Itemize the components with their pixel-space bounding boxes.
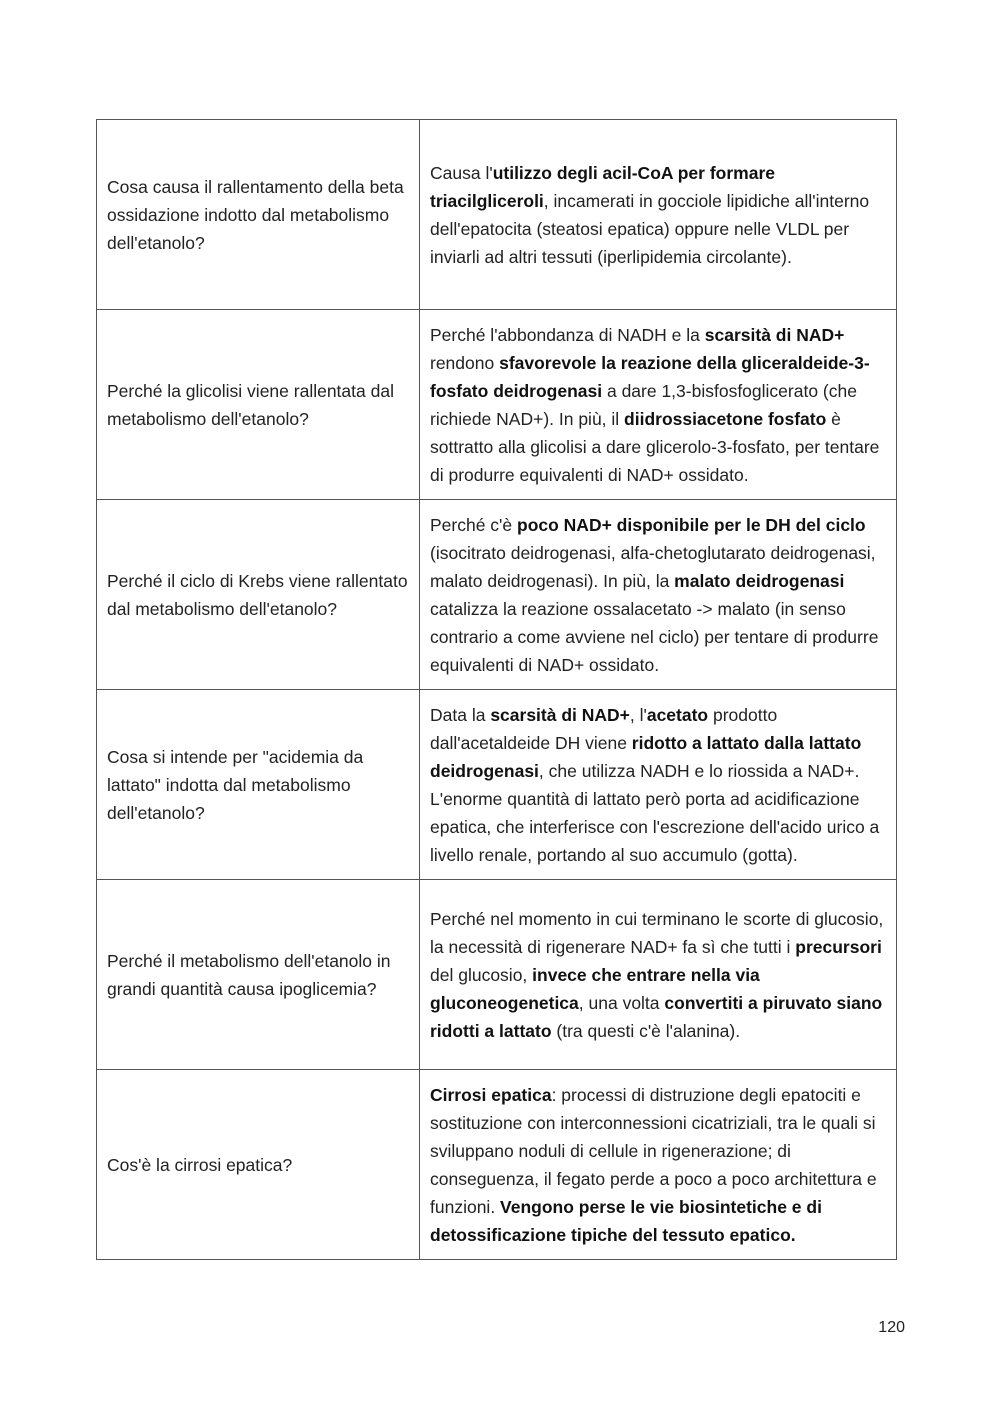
question-cell [97, 310, 420, 500]
answer-text [430, 1081, 887, 1249]
answer-segment-bold: convertiti a piruvato siano ridotti a lattato [430, 992, 883, 1041]
answer-text [430, 905, 887, 1045]
table-row [97, 1070, 897, 1260]
answer-segment: del glucosio, [430, 964, 533, 985]
answer-segment-bold: scarsità di NAD+ [490, 704, 630, 725]
answer-segment: Data la [430, 704, 491, 725]
answer-segment: prodotto dall'acetaldeide DH viene [430, 704, 778, 753]
answer-segment: , che utilizza NADH e lo riossida a NAD+. L'enorme quantità di lattato però porta ad acidificazione epatica, che interferisce con l'escrezione dell'acido urico a livello renale, portando al suo accumulo (gotta). [430, 760, 880, 865]
question-cell [97, 690, 420, 880]
question-text: Cosa causa il rallentamento della beta ossidazione indotto dal metabolismo dell'etanolo? [107, 176, 404, 253]
answer-segment-bold: scarsità di NAD+ [704, 324, 845, 345]
answer-segment: (isocitrato deidrogenasi, alfa-chetoglutarato deidrogenasi, malato deidrogenasi). In più, la [430, 542, 876, 591]
table-row [97, 500, 897, 690]
answer-text [430, 321, 887, 489]
answer-segment: rendono [430, 352, 500, 373]
answer-segment: Perché nel momento in cui terminano le scorte di glucosio, la necessità di rigenerare NAD+ fa sì che tutti i [430, 908, 884, 957]
question-text: Perché la glicolisi viene rallentata dal metabolismo dell'etanolo? [107, 380, 394, 429]
answer-segment-bold: sfavorevole la reazione della gliceraldeide-3-fosfato deidrogenasi [430, 352, 870, 401]
answer-text [430, 511, 887, 679]
answer-cell [420, 880, 897, 1070]
page-number: 120 [878, 1319, 905, 1336]
answer-segment: , l' [629, 704, 647, 725]
question-cell [97, 120, 420, 310]
answer-segment-bold: precursori [795, 936, 882, 957]
answer-segment-bold: Vengono perse le vie biosintetiche e di detossificazione tipiche del tessuto epatico. [430, 1196, 822, 1245]
answer-segment: Causa l' [430, 162, 493, 183]
answer-segment-bold: utilizzo degli acil-CoA per formare triacilgliceroli [430, 162, 775, 211]
answer-cell [420, 690, 897, 880]
answer-segment: è sottratto alla glicolisi a dare glicerolo-3-fosfato, per tentare di produrre equivalenti di NAD+ ossidato. [430, 408, 880, 485]
question-text: Perché il metabolismo dell'etanolo in grandi quantità causa ipoglicemia? [107, 950, 391, 999]
answer-segment: Perché l'abbondanza di NADH e la [430, 324, 705, 345]
answer-cell [420, 500, 897, 690]
answer-segment: , una volta [578, 992, 665, 1013]
answer-segment-bold: malato deidrogenasi [674, 570, 845, 591]
answer-segment-bold: ridotto a lattato dalla lattato deidrogenasi [430, 732, 862, 781]
qa-table [96, 119, 897, 1260]
answer-segment: catalizza la reazione ossalacetato -> malato (in senso contrario a come avviene nel ciclo) per tentare di produrre equivalenti di NAD+ ossidato. [430, 598, 879, 675]
answer-segment: Perché c'è [430, 514, 517, 535]
answer-text [430, 159, 887, 271]
answer-segment-bold: Cirrosi epatica [430, 1084, 552, 1105]
question-text: Cos'è la cirrosi epatica? [107, 1154, 293, 1175]
question-cell [97, 500, 420, 690]
answer-text [430, 701, 887, 869]
question-cell [97, 880, 420, 1070]
answer-segment-bold: diidrossiacetone fosfato [624, 408, 827, 429]
answer-segment: a dare 1,3-bisfosfoglicerato (che richiede NAD+). In più, il [430, 380, 857, 429]
answer-segment-bold: acetato [646, 704, 709, 725]
answer-cell [420, 120, 897, 310]
question-text: Perché il ciclo di Krebs viene rallentato dal metabolismo dell'etanolo? [107, 570, 408, 619]
answer-cell [420, 1070, 897, 1260]
answer-segment: (tra questi c'è l'alanina). [551, 1020, 741, 1041]
table-row [97, 310, 897, 500]
table-row [97, 690, 897, 880]
answer-cell [420, 310, 897, 500]
table-row [97, 120, 897, 310]
table-row [97, 880, 897, 1070]
answer-segment: : processi di distruzione degli epatociti e sostituzione con interconnessioni cicatriziali, tra le quali si sviluppano noduli di cellule in rigenerazione; di conseguenza, il fegato perde a poco a poco architettura e funzioni. [430, 1084, 877, 1217]
answer-segment-bold: invece che entrare nella via gluconeogenetica [430, 964, 760, 1013]
answer-segment-bold: poco NAD+ disponibile per le DH del ciclo [517, 514, 866, 535]
answer-segment: , incamerati in gocciole lipidiche all'interno dell'epatocita (steatosi epatica) oppure nelle VLDL per inviarli ad altri tessuti (iperlipidemia circolante). [430, 190, 870, 267]
question-text: Cosa si intende per "acidemia da lattato" indotta dal metabolismo dell'etanolo? [107, 746, 364, 823]
question-cell [97, 1070, 420, 1260]
